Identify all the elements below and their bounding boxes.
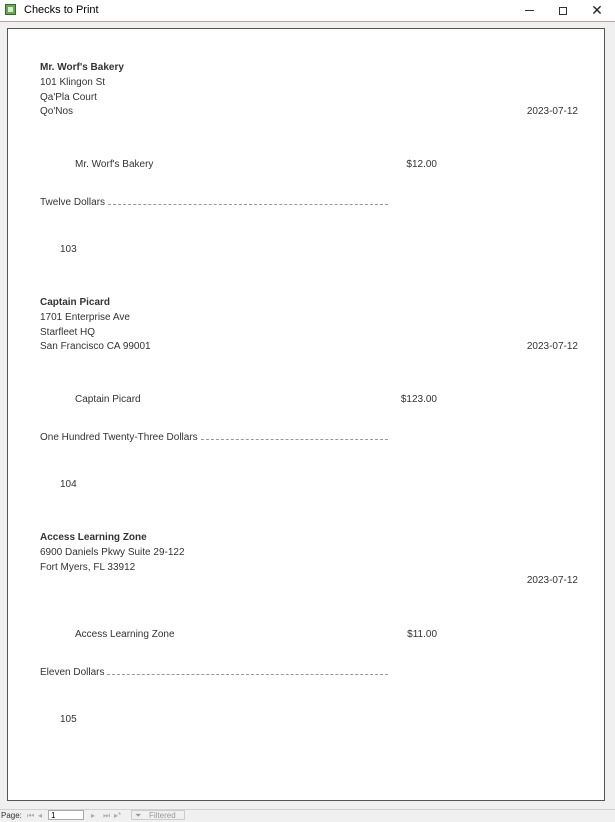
previous-page-icon[interactable]: ◂ bbox=[38, 811, 43, 820]
filter-toggle[interactable] bbox=[131, 810, 185, 820]
check-amount: $12.00 bbox=[406, 159, 437, 170]
minimize-button[interactable] bbox=[512, 0, 546, 21]
window-title: Checks to Print bbox=[24, 4, 99, 16]
new-record-icon[interactable]: ▸* bbox=[114, 811, 122, 820]
payer-address-line: San Francisco CA 99001 bbox=[40, 341, 151, 352]
minimize-icon bbox=[525, 10, 534, 11]
dash-filler bbox=[108, 197, 388, 205]
payee-name: Captain Picard bbox=[75, 394, 141, 405]
last-page-icon[interactable]: ⏭ bbox=[103, 811, 111, 820]
amount-in-words: Twelve Dollars bbox=[40, 197, 106, 208]
report-page bbox=[7, 28, 605, 801]
payer-address-line: 101 Klingon St bbox=[40, 77, 106, 88]
check-number: 103 bbox=[60, 244, 77, 255]
payee-name: Mr. Worf's Bakery bbox=[75, 159, 154, 170]
check-date: 2023-07-12 bbox=[526, 575, 578, 586]
filter-label: Filtered bbox=[149, 811, 176, 820]
check-block bbox=[8, 29, 604, 264]
amount-in-words: One Hundred Twenty-Three Dollars bbox=[40, 432, 198, 443]
amount-words-line bbox=[40, 667, 388, 681]
dash-filler bbox=[107, 667, 388, 675]
check-date: 2023-07-12 bbox=[526, 106, 578, 117]
check-block bbox=[8, 264, 604, 499]
page-label: Page: bbox=[1, 811, 22, 820]
payer-address-line: Qa'Pla Court bbox=[40, 92, 97, 103]
maximize-button[interactable] bbox=[546, 0, 580, 21]
next-page-icon[interactable]: ▸ bbox=[91, 811, 96, 820]
payer-address-line: Fort Myers, FL 33912 bbox=[40, 562, 136, 573]
report-viewport[interactable] bbox=[0, 22, 615, 809]
payer-address-line: 1701 Enterprise Ave bbox=[40, 312, 130, 323]
check-block bbox=[8, 499, 604, 734]
payer-name: Access Learning Zone bbox=[40, 532, 147, 543]
title-bar bbox=[0, 0, 615, 22]
maximize-icon bbox=[559, 7, 567, 15]
payer-name: Captain Picard bbox=[40, 297, 111, 308]
check-date: 2023-07-12 bbox=[526, 341, 578, 352]
amount-in-words: Eleven Dollars bbox=[40, 667, 105, 678]
payee-name: Access Learning Zone bbox=[75, 629, 175, 640]
payer-address-line: 6900 Daniels Pkwy Suite 29-122 bbox=[40, 547, 185, 558]
page-number-input[interactable]: 1 bbox=[48, 810, 84, 820]
app-icon bbox=[5, 4, 16, 15]
amount-words-line bbox=[40, 197, 388, 211]
check-number: 104 bbox=[60, 479, 77, 490]
check-number: 105 bbox=[60, 714, 77, 725]
filter-icon: ⏷ bbox=[135, 811, 142, 820]
close-button[interactable] bbox=[580, 0, 614, 21]
check-amount: $11.00 bbox=[407, 629, 437, 640]
check-amount: $123.00 bbox=[400, 394, 437, 405]
close-icon: ✕ bbox=[591, 2, 603, 19]
payer-address-line: Qo'Nos bbox=[40, 106, 74, 117]
first-page-icon[interactable]: ⏮ bbox=[27, 811, 35, 820]
payer-address-line: Starfleet HQ bbox=[40, 327, 96, 338]
record-navigation-bar bbox=[0, 809, 615, 822]
dash-filler bbox=[201, 432, 388, 440]
payer-name: Mr. Worf's Bakery bbox=[40, 62, 124, 73]
amount-words-line bbox=[40, 432, 388, 446]
